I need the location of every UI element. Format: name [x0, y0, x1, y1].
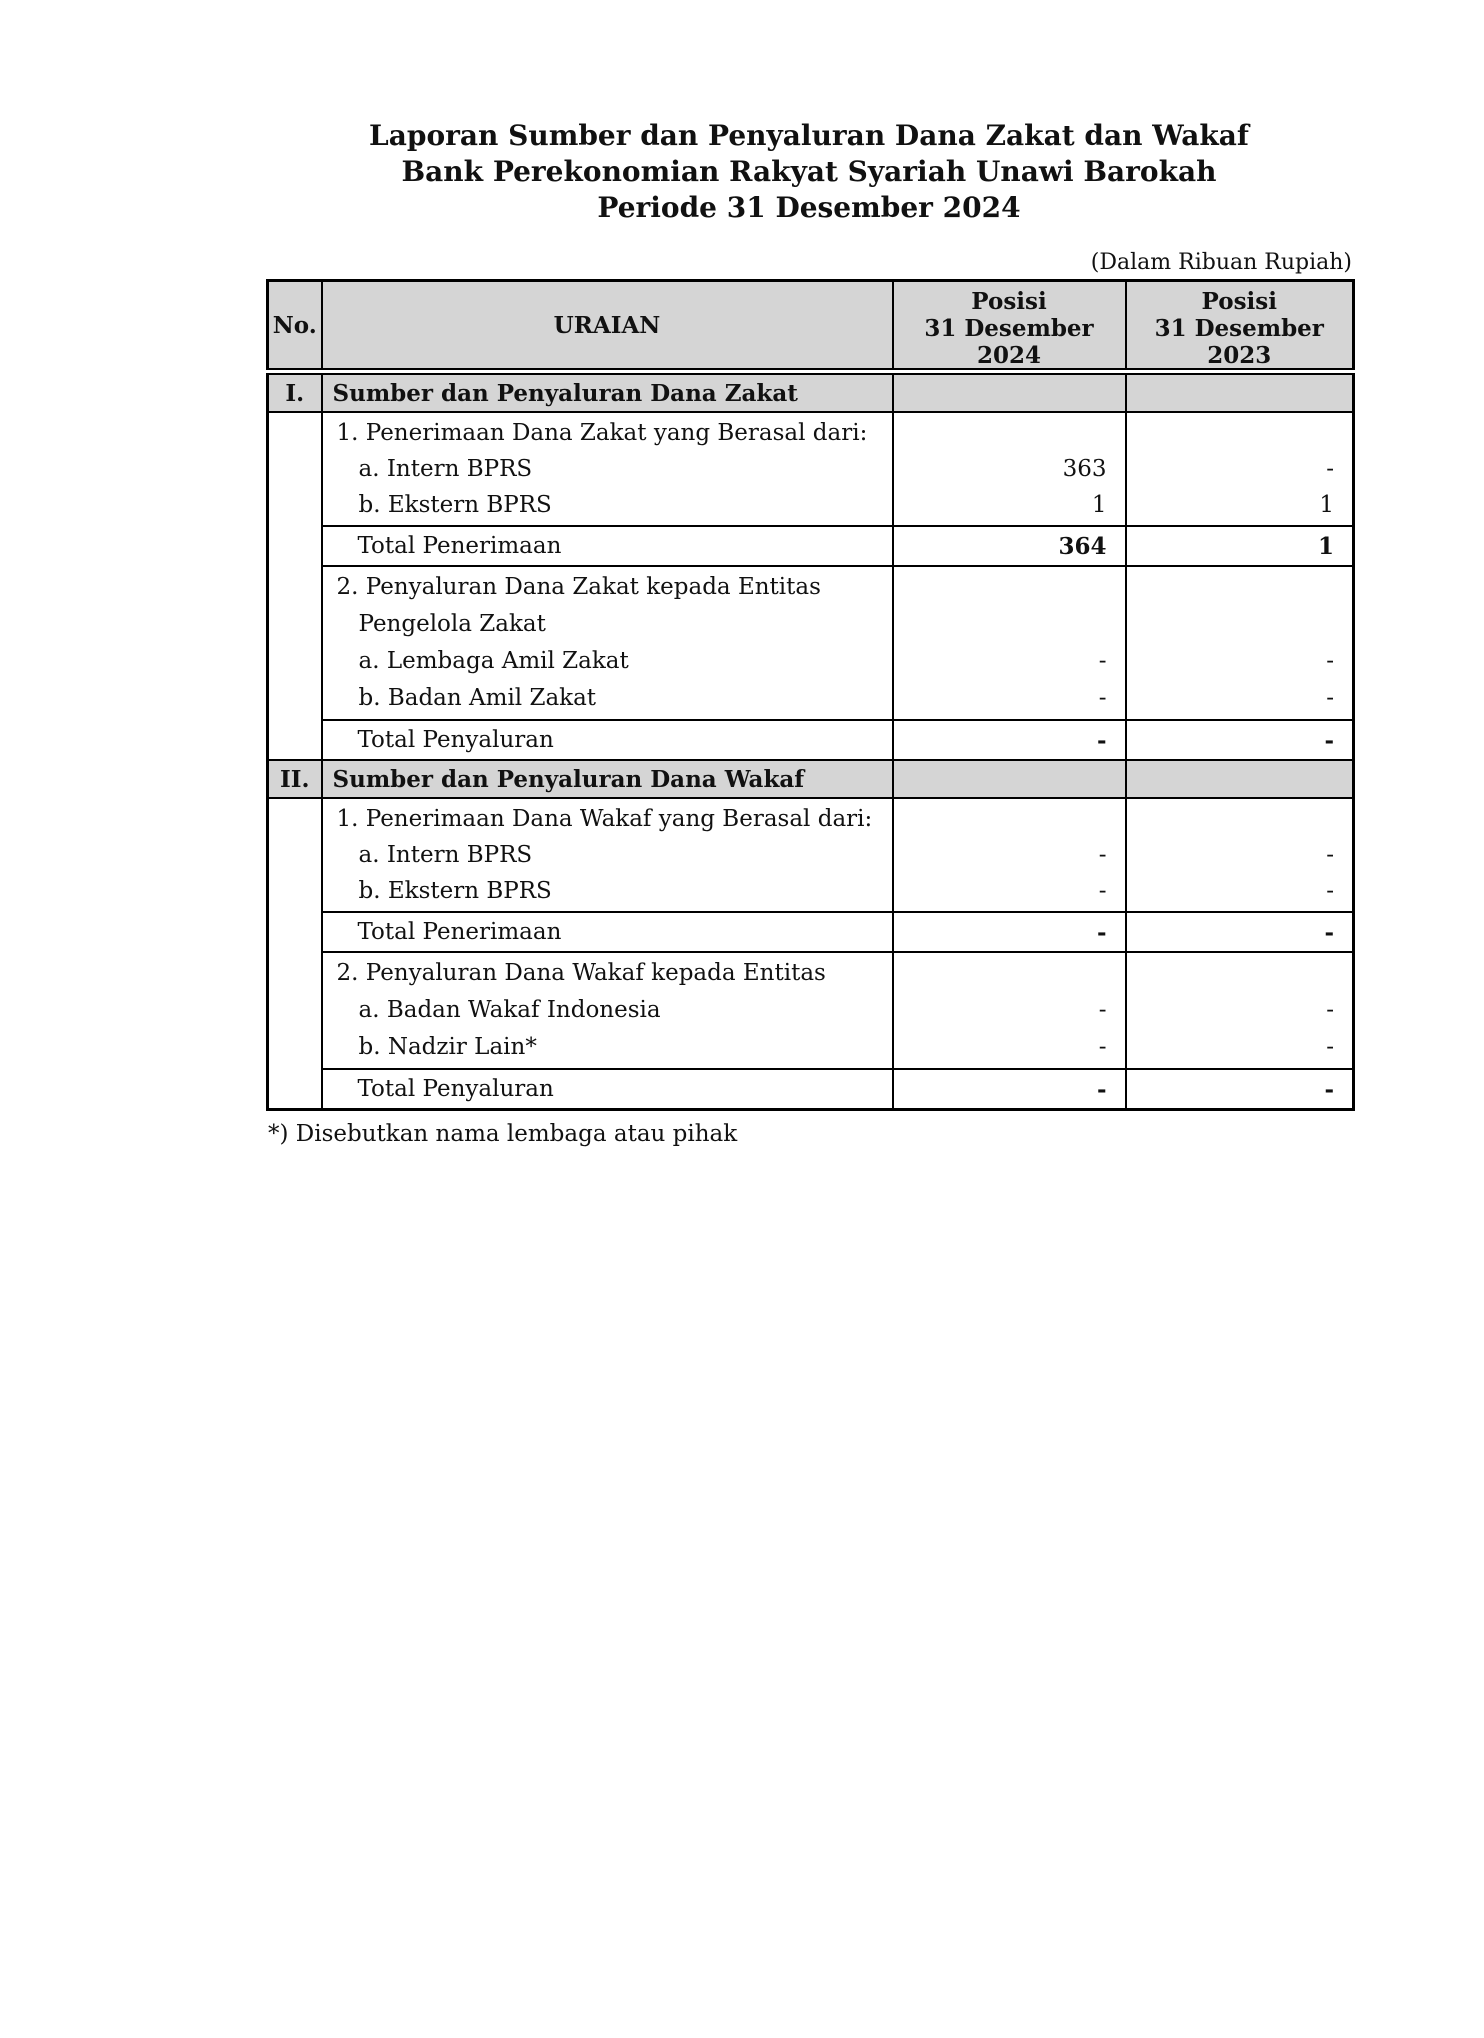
value-2024: - — [1098, 878, 1107, 904]
header-posisi-2024-date: 31 Desember 2024 — [924, 315, 1094, 369]
wakaf-penyaluran-block — [268, 952, 1354, 1069]
row-label-cell — [322, 798, 893, 912]
section-label: Sumber dan Penyaluran Dana Wakaf — [322, 760, 893, 798]
row-label: a. Intern BPRS — [358, 456, 533, 482]
zakat-penerimaan-block — [268, 412, 1354, 526]
row-label: 1. Penerimaan Dana Zakat yang Berasal dari: — [336, 420, 868, 446]
value-2024-cell — [893, 566, 1126, 720]
row-label-cell — [322, 412, 893, 526]
section-no: I. — [268, 372, 322, 413]
total-value-2023: - — [1126, 1069, 1354, 1110]
row-label: a. Intern BPRS — [358, 842, 533, 868]
header-posisi-2023-label: Posisi — [1201, 288, 1277, 315]
value-2023-cell — [1126, 798, 1354, 912]
zakat-total-penerimaan-row — [268, 526, 1354, 566]
section-no: II. — [268, 760, 322, 798]
value-2024-cell — [893, 412, 1126, 526]
row-label: a. Badan Wakaf Indonesia — [358, 997, 661, 1023]
table-header-row — [268, 281, 1354, 372]
report-title-block — [266, 118, 1352, 226]
total-value-2024: 364 — [893, 526, 1126, 566]
no-cell-empty-wakaf — [268, 798, 322, 1110]
value-2024: - — [1098, 1034, 1107, 1060]
value-2023: - — [1326, 997, 1334, 1023]
section-empty-2023 — [1126, 372, 1354, 413]
value-2023-cell — [1126, 566, 1354, 720]
value-2023: - — [1326, 685, 1334, 711]
zakat-total-penyaluran-row — [268, 720, 1354, 760]
total-value-2023: - — [1126, 720, 1354, 760]
header-uraian: URAIAN — [322, 281, 893, 372]
value-2024: 1 — [1091, 492, 1107, 518]
section-empty-2023 — [1126, 760, 1354, 798]
no-cell-empty-zakat — [268, 412, 322, 760]
value-2024: - — [1098, 997, 1107, 1023]
row-label: Pengelola Zakat — [358, 611, 546, 637]
total-value-2024: - — [893, 912, 1126, 952]
total-value-2023: - — [1126, 912, 1354, 952]
value-2024: 363 — [1062, 456, 1107, 482]
footnote: *) Disebutkan nama lembaga atau pihak — [268, 1121, 738, 1147]
wakaf-total-penyaluran-row — [268, 1069, 1354, 1110]
value-2024-cell — [893, 952, 1126, 1069]
total-label: Total Penerimaan — [322, 912, 893, 952]
value-2024: - — [1098, 842, 1107, 868]
header-posisi-2024 — [893, 281, 1126, 372]
row-label-cell — [322, 566, 893, 720]
section-empty-2024 — [893, 760, 1126, 798]
total-label: Total Penyaluran — [322, 720, 893, 760]
total-label: Total Penerimaan — [322, 526, 893, 566]
row-label: b. Ekstern BPRS — [358, 492, 552, 518]
row-label: b. Nadzir Lain* — [358, 1034, 537, 1060]
value-2024: - — [1098, 648, 1107, 674]
row-label: 1. Penerimaan Dana Wakaf yang Berasal dari: — [336, 806, 873, 832]
wakaf-penerimaan-block — [268, 798, 1354, 912]
zakat-wakaf-report-table — [266, 279, 1355, 1111]
row-label: 2. Penyaluran Dana Zakat kepada Entitas — [336, 574, 821, 600]
header-posisi-2024-label: Posisi — [971, 288, 1047, 315]
row-label: a. Lembaga Amil Zakat — [358, 648, 629, 674]
row-label: 2. Penyaluran Dana Wakaf kepada Entitas — [336, 960, 826, 986]
header-no: No. — [268, 281, 322, 372]
unit-note: (Dalam Ribuan Rupiah) — [1090, 250, 1352, 275]
value-2024: - — [1098, 685, 1107, 711]
section-empty-2024 — [893, 372, 1126, 413]
row-label-cell — [322, 952, 893, 1069]
total-value-2024: - — [893, 720, 1126, 760]
value-2024-cell — [893, 798, 1126, 912]
total-value-2024: - — [893, 1069, 1126, 1110]
wakaf-total-penerimaan-row — [268, 912, 1354, 952]
row-label: b. Ekstern BPRS — [358, 878, 552, 904]
section-row-zakat — [268, 372, 1354, 413]
value-2023: - — [1326, 648, 1334, 674]
zakat-penyaluran-block — [268, 566, 1354, 720]
header-posisi-2023-date: 31 Desember 2023 — [1154, 315, 1324, 369]
value-2023: 1 — [1319, 492, 1334, 518]
report-title-line-1: Laporan Sumber dan Penyaluran Dana Zakat dan Wakaf — [369, 119, 1249, 152]
header-posisi-2023 — [1126, 281, 1354, 372]
report-title-line-3: Periode 31 Desember 2024 — [597, 191, 1021, 224]
value-2023-cell — [1126, 952, 1354, 1069]
value-2023: - — [1326, 456, 1334, 482]
section-row-wakaf — [268, 760, 1354, 798]
report-title-line-2: Bank Perekonomian Rakyat Syariah Unawi Barokah — [401, 155, 1217, 188]
value-2023: - — [1326, 878, 1334, 904]
total-value-2023: 1 — [1126, 526, 1354, 566]
total-label: Total Penyaluran — [322, 1069, 893, 1110]
value-2023: - — [1326, 842, 1334, 868]
value-2023-cell — [1126, 412, 1354, 526]
row-label: b. Badan Amil Zakat — [358, 685, 597, 711]
value-2023: - — [1326, 1034, 1334, 1060]
section-label: Sumber dan Penyaluran Dana Zakat — [322, 372, 893, 413]
